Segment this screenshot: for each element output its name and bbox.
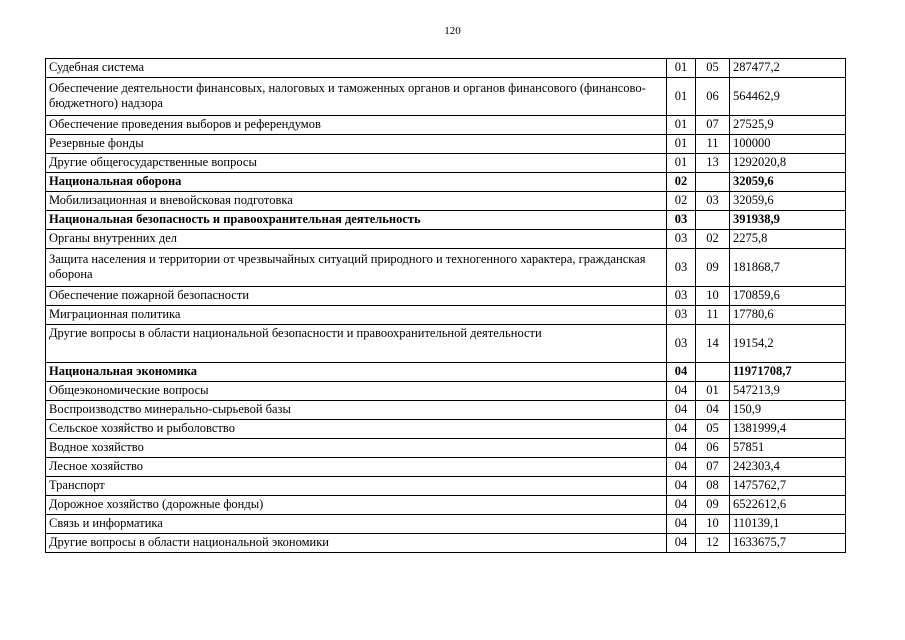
row-section: 04 bbox=[667, 363, 696, 382]
row-name: Резервные фонды bbox=[46, 135, 667, 154]
row-subsection: 12 bbox=[696, 534, 730, 553]
row-section: 04 bbox=[667, 458, 696, 477]
row-amount: 100000 bbox=[730, 135, 846, 154]
row-name: Органы внутренних дел bbox=[46, 230, 667, 249]
row-amount: 17780,6 bbox=[730, 306, 846, 325]
row-subsection: 07 bbox=[696, 116, 730, 135]
row-subsection: 02 bbox=[696, 230, 730, 249]
row-name: Обеспечение пожарной безопасности bbox=[46, 287, 667, 306]
row-section: 04 bbox=[667, 382, 696, 401]
table-row bbox=[46, 306, 846, 325]
table-row bbox=[46, 420, 846, 439]
budget-table bbox=[45, 58, 846, 553]
row-amount: 32059,6 bbox=[730, 173, 846, 192]
table-row bbox=[46, 496, 846, 515]
row-subsection: 04 bbox=[696, 401, 730, 420]
page-number: 120 bbox=[444, 25, 461, 37]
table-row bbox=[46, 249, 846, 287]
row-subsection: 09 bbox=[696, 496, 730, 515]
row-name: Общеэкономические вопросы bbox=[46, 382, 667, 401]
row-name: Судебная система bbox=[46, 59, 667, 78]
row-amount: 242303,4 bbox=[730, 458, 846, 477]
row-subsection: 08 bbox=[696, 477, 730, 496]
row-amount: 1381999,4 bbox=[730, 420, 846, 439]
row-amount: 110139,1 bbox=[730, 515, 846, 534]
row-name: Мобилизационная и вневойсковая подготовка bbox=[46, 192, 667, 211]
section-total-row bbox=[46, 211, 846, 230]
row-section: 01 bbox=[667, 154, 696, 173]
row-section: 04 bbox=[667, 439, 696, 458]
row-section: 02 bbox=[667, 192, 696, 211]
row-amount: 27525,9 bbox=[730, 116, 846, 135]
row-section: 03 bbox=[667, 230, 696, 249]
row-section: 03 bbox=[667, 211, 696, 230]
row-amount: 547213,9 bbox=[730, 382, 846, 401]
row-amount: 150,9 bbox=[730, 401, 846, 420]
row-name: Связь и информатика bbox=[46, 515, 667, 534]
row-name: Национальная безопасность и правоохранительная деятельность bbox=[46, 211, 667, 230]
row-subsection: 06 bbox=[696, 78, 730, 116]
table-row bbox=[46, 154, 846, 173]
row-subsection: 09 bbox=[696, 249, 730, 287]
row-name: Сельское хозяйство и рыболовство bbox=[46, 420, 667, 439]
table-row bbox=[46, 230, 846, 249]
row-section: 03 bbox=[667, 249, 696, 287]
row-name: Миграционная политика bbox=[46, 306, 667, 325]
table-row bbox=[46, 287, 846, 306]
table-row bbox=[46, 477, 846, 496]
row-subsection: 07 bbox=[696, 458, 730, 477]
row-subsection: 14 bbox=[696, 325, 730, 363]
row-section: 04 bbox=[667, 515, 696, 534]
table-row bbox=[46, 192, 846, 211]
row-amount: 1292020,8 bbox=[730, 154, 846, 173]
row-subsection: 11 bbox=[696, 306, 730, 325]
row-subsection: 13 bbox=[696, 154, 730, 173]
row-amount: 181868,7 bbox=[730, 249, 846, 287]
row-subsection: 05 bbox=[696, 420, 730, 439]
row-subsection: 10 bbox=[696, 287, 730, 306]
row-section: 04 bbox=[667, 477, 696, 496]
table-row bbox=[46, 401, 846, 420]
row-section: 01 bbox=[667, 59, 696, 78]
row-amount: 2275,8 bbox=[730, 230, 846, 249]
table-row bbox=[46, 325, 846, 363]
row-name: Другие вопросы в области национальной безопасности и правоохранительной деятельности bbox=[46, 325, 667, 363]
row-subsection: 06 bbox=[696, 439, 730, 458]
row-amount: 6522612,6 bbox=[730, 496, 846, 515]
section-total-row bbox=[46, 363, 846, 382]
row-name: Обеспечение проведения выборов и референдумов bbox=[46, 116, 667, 135]
table-row bbox=[46, 515, 846, 534]
row-amount: 287477,2 bbox=[730, 59, 846, 78]
row-name: Другие вопросы в области национальной экономики bbox=[46, 534, 667, 553]
table-row bbox=[46, 116, 846, 135]
row-name: Дорожное хозяйство (дорожные фонды) bbox=[46, 496, 667, 515]
row-section: 04 bbox=[667, 420, 696, 439]
row-subsection bbox=[696, 173, 730, 192]
row-section: 03 bbox=[667, 287, 696, 306]
row-name: Защита населения и территории от чрезвычайных ситуаций природного и техногенного характера, гражданская оборона bbox=[46, 249, 667, 287]
row-subsection: 11 bbox=[696, 135, 730, 154]
row-section: 01 bbox=[667, 116, 696, 135]
row-amount: 564462,9 bbox=[730, 78, 846, 116]
row-subsection: 05 bbox=[696, 59, 730, 78]
row-amount: 170859,6 bbox=[730, 287, 846, 306]
table-row bbox=[46, 439, 846, 458]
row-amount: 19154,2 bbox=[730, 325, 846, 363]
row-amount: 391938,9 bbox=[730, 211, 846, 230]
table-row bbox=[46, 78, 846, 116]
table-row bbox=[46, 59, 846, 78]
row-amount: 57851 bbox=[730, 439, 846, 458]
row-subsection: 10 bbox=[696, 515, 730, 534]
row-name: Водное хозяйство bbox=[46, 439, 667, 458]
table-row bbox=[46, 458, 846, 477]
row-name: Транспорт bbox=[46, 477, 667, 496]
row-subsection bbox=[696, 363, 730, 382]
row-amount: 11971708,7 bbox=[730, 363, 846, 382]
row-section: 03 bbox=[667, 325, 696, 363]
row-amount: 1633675,7 bbox=[730, 534, 846, 553]
row-name: Другие общегосударственные вопросы bbox=[46, 154, 667, 173]
row-section: 04 bbox=[667, 534, 696, 553]
row-name: Лесное хозяйство bbox=[46, 458, 667, 477]
row-subsection: 01 bbox=[696, 382, 730, 401]
row-amount: 1475762,7 bbox=[730, 477, 846, 496]
row-amount: 32059,6 bbox=[730, 192, 846, 211]
row-section: 04 bbox=[667, 401, 696, 420]
row-name: Воспроизводство минерально-сырьевой базы bbox=[46, 401, 667, 420]
row-section: 01 bbox=[667, 135, 696, 154]
table-row bbox=[46, 135, 846, 154]
row-name: Национальная экономика bbox=[46, 363, 667, 382]
row-subsection: 03 bbox=[696, 192, 730, 211]
row-name: Обеспечение деятельности финансовых, налоговых и таможенных органов и органов финансового (финансово-бюджетного) надзора bbox=[46, 78, 667, 116]
table-row bbox=[46, 534, 846, 553]
row-section: 01 bbox=[667, 78, 696, 116]
row-subsection bbox=[696, 211, 730, 230]
row-section: 03 bbox=[667, 306, 696, 325]
row-section: 04 bbox=[667, 496, 696, 515]
row-section: 02 bbox=[667, 173, 696, 192]
table-row bbox=[46, 382, 846, 401]
section-total-row bbox=[46, 173, 846, 192]
row-name: Национальная оборона bbox=[46, 173, 667, 192]
